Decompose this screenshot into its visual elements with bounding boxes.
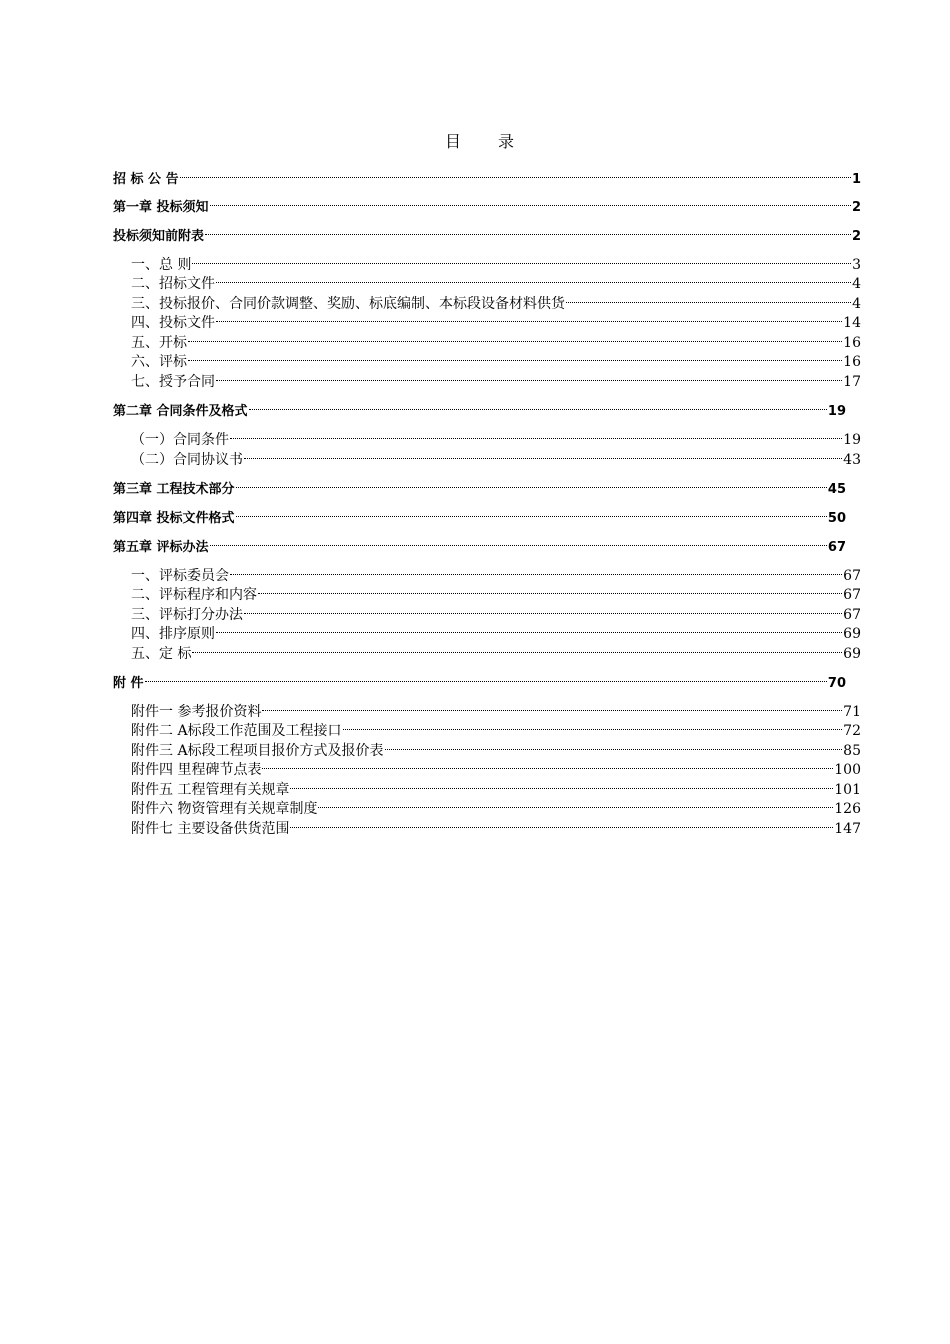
toc-entry[interactable]: [131, 638, 861, 662]
toc-leader-dots: [230, 424, 842, 444]
toc-entry-label: 四、投标文件: [131, 315, 215, 331]
toc-leader-dots: [236, 473, 827, 493]
toc-entry[interactable]: [131, 754, 861, 778]
toc-entry[interactable]: [131, 618, 861, 642]
toc-entry[interactable]: [131, 268, 861, 292]
toc-leader-dots: [216, 366, 842, 386]
toc-leader-dots: [244, 599, 842, 619]
page-title: 目 录: [444, 132, 531, 151]
toc-leader-dots: [262, 696, 842, 716]
toc-entry-page-number: 19: [827, 404, 846, 419]
toc-entry-label: 三、评标打分办法: [131, 607, 243, 623]
toc-entry-label: 第一章 投标须知: [113, 200, 209, 215]
toc-entry-page-number: 126: [834, 801, 861, 817]
toc-leader-dots: [290, 813, 833, 833]
toc-leader-dots: [566, 288, 851, 308]
toc-entry-page-number: 4: [852, 276, 861, 292]
toc-entry[interactable]: [113, 502, 846, 526]
toc-leader-dots: [216, 268, 851, 288]
toc-entry-label: 三、投标报价、合同价款调整、奖励、标底编制、本标段设备材料供货: [131, 296, 565, 312]
toc-entry-page-number: 50: [827, 511, 846, 526]
toc-leader-dots: [192, 249, 851, 269]
toc-entry-page-number: 43: [843, 452, 861, 468]
toc-entry-page-number: 85: [843, 743, 861, 759]
toc-entry[interactable]: [113, 531, 846, 555]
toc-leader-dots: [210, 191, 851, 211]
toc-entry-label: 第五章 评标办法: [113, 540, 209, 555]
toc-entry-page-number: 2: [851, 200, 861, 215]
toc-entry[interactable]: [113, 395, 846, 419]
toc-entry-label: 附件四 里程碑节点表: [131, 762, 262, 778]
toc-entry-label: （一）合同条件: [131, 432, 229, 448]
toc-entry-label: 投标须知前附表: [113, 229, 205, 244]
toc-entry-label: 五、定 标: [131, 646, 192, 662]
toc-entry-page-number: 70: [827, 676, 846, 691]
toc-entry-label: 第四章 投标文件格式: [113, 511, 235, 526]
toc-entry[interactable]: [131, 444, 861, 468]
toc-entry-label: 一、总 则: [131, 257, 192, 273]
toc-entry-label: 附件二 A标段工作范围及工程接口: [131, 723, 342, 739]
toc-leader-dots: [192, 638, 842, 658]
toc-entry-page-number: 67: [843, 587, 861, 603]
toc-entry[interactable]: [131, 599, 861, 623]
toc-leader-dots: [258, 579, 842, 599]
toc-entry-page-number: 67: [843, 607, 861, 623]
toc-entry-label: 附件五 工程管理有关规章: [131, 782, 290, 798]
toc-leader-dots: [145, 667, 827, 687]
toc-entry-page-number: 100: [834, 762, 861, 778]
toc-entry-page-number: 17: [843, 374, 861, 390]
toc-entry-label: 附件六 物资管理有关规章制度: [131, 801, 318, 817]
toc-entry[interactable]: [113, 667, 846, 691]
toc-entry[interactable]: [131, 696, 861, 720]
toc-entry[interactable]: [131, 774, 861, 798]
toc-entry[interactable]: [131, 424, 861, 448]
toc-entry[interactable]: [131, 327, 861, 351]
toc-entry-label: （二）合同协议书: [131, 452, 243, 468]
toc-entry-page-number: 19: [843, 432, 861, 448]
toc-entry-label: 第二章 合同条件及格式: [113, 404, 248, 419]
toc-entry[interactable]: [131, 793, 861, 817]
toc-entry-page-number: 101: [834, 782, 861, 798]
toc-entry-label: 六、评标: [131, 354, 187, 370]
toc-entry-label: 四、排序原则: [131, 626, 215, 642]
toc-entry-page-number: 3: [852, 257, 861, 273]
toc-entry[interactable]: [131, 560, 861, 584]
toc-entry[interactable]: [131, 813, 861, 837]
toc-entry[interactable]: [131, 249, 861, 273]
toc-entry-page-number: 69: [843, 646, 861, 662]
toc-entry-page-number: 69: [843, 626, 861, 642]
toc-entry-page-number: 147: [834, 821, 861, 837]
toc-entry-page-number: 67: [843, 568, 861, 584]
toc-leader-dots: [262, 754, 833, 774]
toc-leader-dots: [343, 715, 843, 735]
toc-entry-label: 第三章 工程技术部分: [113, 482, 235, 497]
toc-leader-dots: [290, 774, 833, 794]
toc-entry-page-number: 2: [851, 229, 861, 244]
toc-entry[interactable]: [131, 735, 861, 759]
toc-entry[interactable]: [131, 307, 861, 331]
toc-leader-dots: [180, 163, 851, 183]
toc-entry-page-number: 1: [851, 172, 861, 187]
toc-entry-page-number: 4: [852, 296, 861, 312]
toc-leader-dots: [249, 395, 827, 415]
toc-leader-dots: [244, 444, 842, 464]
toc-entry-label: 一、评标委员会: [131, 568, 229, 584]
toc-entry[interactable]: [131, 346, 861, 370]
toc-entry[interactable]: [131, 366, 861, 390]
toc-entry-page-number: 16: [843, 354, 861, 370]
toc-leader-dots: [385, 735, 843, 755]
toc-entry[interactable]: [113, 191, 861, 215]
toc-leader-dots: [216, 307, 842, 327]
toc-entry[interactable]: [131, 715, 861, 739]
toc-entry-page-number: 45: [827, 482, 846, 497]
toc-entry[interactable]: [113, 163, 861, 187]
toc-leader-dots: [230, 560, 842, 580]
toc-entry[interactable]: [113, 220, 861, 244]
toc-leader-dots: [188, 327, 842, 347]
toc-entry-page-number: 67: [827, 540, 846, 555]
toc-leader-dots: [216, 618, 842, 638]
toc-entry-page-number: 72: [843, 723, 861, 739]
toc-entry-label: 招 标 公 告: [113, 172, 179, 187]
toc-entry-label: 附 件: [113, 676, 144, 691]
toc-leader-dots: [210, 531, 827, 551]
toc-entry-page-number: 14: [843, 315, 861, 331]
toc-entry-label: 附件三 A标段工程项目报价方式及报价表: [131, 743, 384, 759]
toc-entry-label: 二、评标程序和内容: [131, 587, 257, 603]
toc-entry-page-number: 71: [843, 704, 861, 720]
toc-entry-label: 五、开标: [131, 335, 187, 351]
toc-leader-dots: [205, 220, 851, 240]
toc-entry-page-number: 16: [843, 335, 861, 351]
toc-leader-dots: [188, 346, 842, 366]
toc-entry-label: 附件一 参考报价资料: [131, 704, 262, 720]
toc-entry[interactable]: [113, 473, 846, 497]
toc-entry[interactable]: [131, 288, 861, 312]
toc-entry[interactable]: [131, 579, 861, 603]
toc-entry-label: 七、授予合同: [131, 374, 215, 390]
toc-entry-label: 附件七 主要设备供货范围: [131, 821, 290, 837]
toc-leader-dots: [236, 502, 827, 522]
toc-entry-label: 二、招标文件: [131, 276, 215, 292]
toc-leader-dots: [318, 793, 833, 813]
